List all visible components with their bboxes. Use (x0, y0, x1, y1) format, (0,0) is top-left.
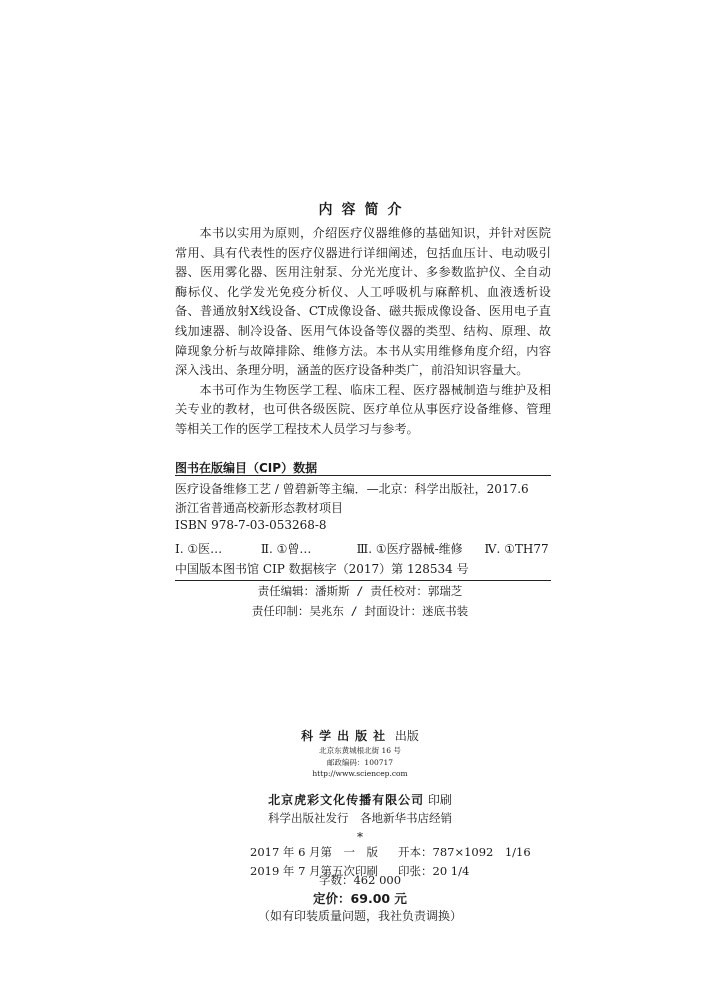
printing-info: 2019 年 7 月第五次印刷 (250, 864, 379, 878)
publisher-address: 北京东黄城根北街 16 号 (319, 746, 401, 755)
cip-series-line: 浙江省普通高校新形态教材项目 (175, 501, 344, 515)
summary-body (175, 224, 551, 440)
publisher-line (0, 727, 720, 744)
edition-info: 2017 年 6 月第 一 版 (250, 845, 379, 859)
publisher-postcode: 邮政编码：100717 (326, 758, 394, 767)
cip-class-3: Ⅲ. ①医疗器械-维修 (356, 542, 463, 556)
cip-bibliographic-line: 医疗设备维修工艺 / 曾碧新等主编．—北京：科学出版社，2017.6 (175, 482, 529, 496)
production-credits: 责任印制：吴兆东 / 封面设计：迷底书装 (251, 604, 469, 618)
separator-star: * (357, 830, 363, 844)
cip-classification (175, 540, 551, 557)
publisher-suffix: 出版 (394, 729, 419, 743)
cip-isbn: ISBN 978-7-03-053268-8 (175, 518, 327, 532)
format-info: 开本：787×1092 1/16 (398, 845, 531, 859)
distribution-line: 科学出版社发行 各地新华书店经销 (268, 811, 452, 825)
summary-paragraph-2: 本书可作为生物医学工程、临床工程、医疗器械制造与维护及相关专业的教材，也可供各级医院、医疗单位从事医疗设备维修、管理等相关工作的医学工程技术人员学习与参考。 (175, 382, 551, 436)
cip-class-4: Ⅳ. ①TH77 (484, 542, 549, 556)
summary-title: 内容简介 (318, 202, 411, 218)
printer-line (0, 791, 720, 808)
cip-class-2: Ⅱ. ①曾… (260, 542, 312, 556)
cip-title: 图书在版编目（CIP）数据 (175, 461, 318, 475)
quality-notice: （如有印装质量问题，我社负责调换） (257, 909, 462, 923)
printer-suffix: 印刷 (427, 793, 452, 807)
publisher-name: 科学出版社 (301, 729, 392, 743)
editor-credits: 责任编辑：潘斯斯 / 责任校对：郭瑞芝 (257, 584, 463, 598)
publisher-website: http://www.sciencep.com (312, 769, 408, 778)
sheets-info: 印张：20 1/4 (398, 864, 470, 878)
printer-name: 北京虎彩文化传播有限公司 (268, 793, 425, 807)
cip-bottom-rule (175, 580, 551, 581)
cip-top-rule (175, 475, 551, 476)
price: 定价：69.00 元 (313, 891, 407, 906)
word-count: 字数：462 000 (318, 873, 402, 887)
cip-class-1: Ⅰ. ①医… (175, 542, 223, 556)
cip-record-number: 中国版本图书馆 CIP 数据核字（2017）第 128534 号 (175, 562, 469, 576)
summary-paragraph-1: 本书以实用为原则，介绍医疗仪器维修的基础知识，并针对医院常用、具有代表性的医疗仪器进行详细阐述，包括血压计、电动吸引器、医用雾化器、医用注射泵、分光光度计、多参数监护仪、全自动酶标仪、化学发光免疫分析仪、人工呼吸机与麻醉机、血液透析设备、普通放射X线设备、CT成像设备、磁共振成像设备、医用电子直线加速器、制冷设备、医用气体设备等仪器的类型、结构、原理、故障现象分析与故障排除、维修方法。本书从实用维修角度介绍，内容深入浅出、条理分明，涵盖的医疗设备种类广，前沿知识容量大。 (175, 226, 551, 378)
